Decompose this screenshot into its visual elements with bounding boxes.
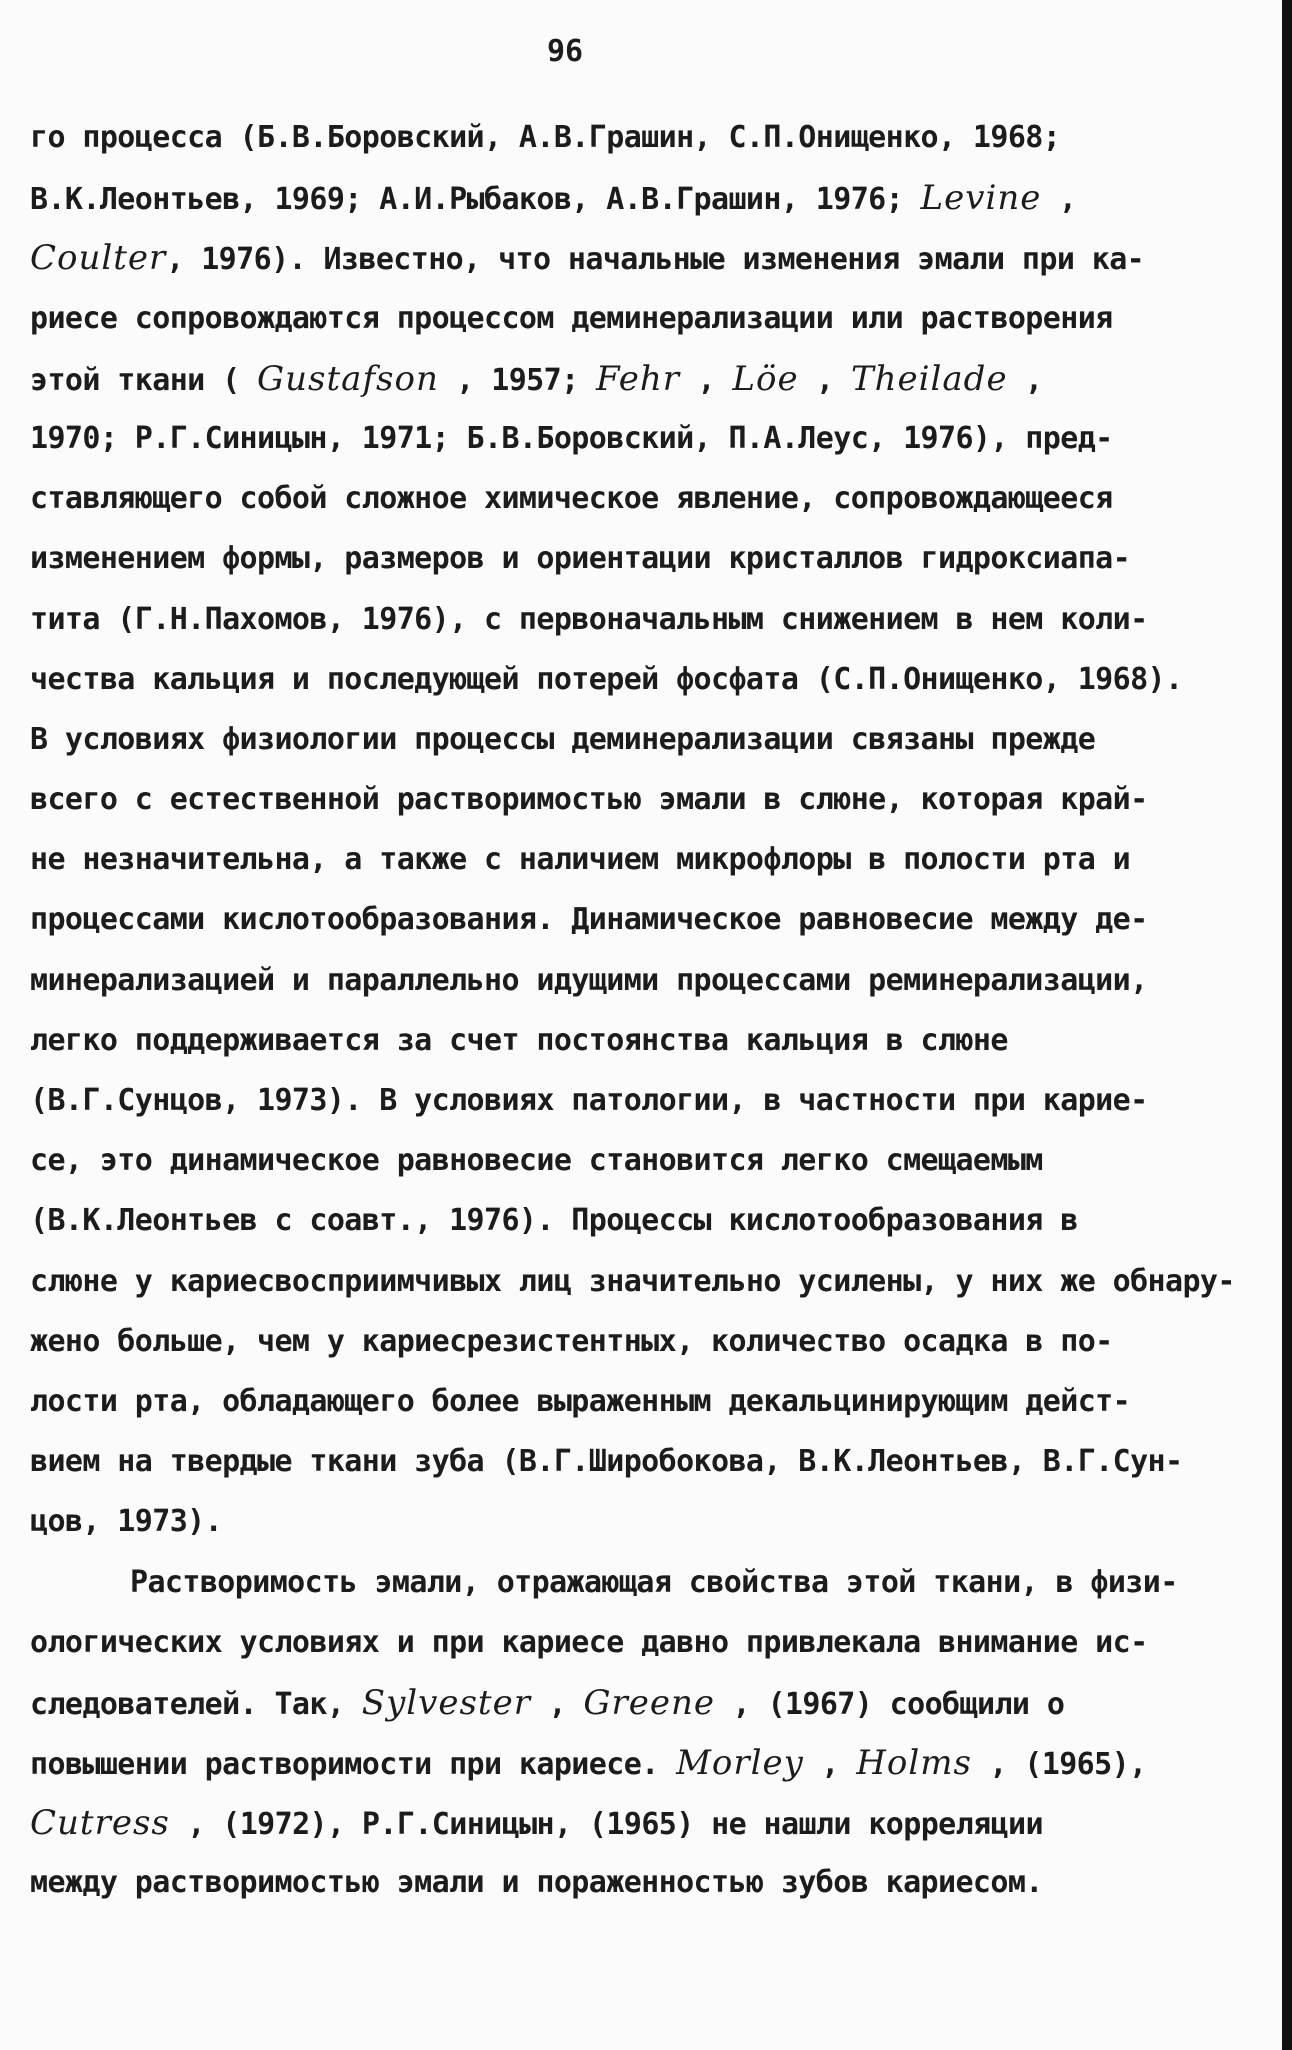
text-line <box>30 409 1240 469</box>
typed-text: (В.К.Леонтьев с соавт., 1976). Процессы кислотообразования в <box>30 1203 1078 1239</box>
typed-text: , <box>680 362 733 398</box>
typed-text: , <box>803 1747 857 1783</box>
text-line <box>30 890 1240 950</box>
text-line <box>30 1131 1240 1191</box>
text-line <box>30 529 1240 589</box>
text-line <box>30 951 1240 1011</box>
text-line <box>30 770 1240 830</box>
handwritten-name: Theilade <box>850 358 1008 399</box>
typed-text: , <box>1041 182 1077 218</box>
typed-text: , 1957; <box>438 362 596 398</box>
handwritten-name: Greene <box>583 1682 716 1723</box>
handwritten-name: Holms <box>856 1743 972 1784</box>
typed-text: ологических условиях и при кариесе давно привлекала внимание ис- <box>30 1624 1148 1660</box>
text-line <box>30 650 1240 710</box>
typed-text: повышении растворимости при кариесе. <box>30 1747 677 1783</box>
text-line <box>30 1793 1240 1853</box>
text-line <box>30 1252 1240 1312</box>
text-line <box>30 1613 1240 1673</box>
page-number: 96 <box>546 34 584 69</box>
text-line <box>30 1432 1240 1492</box>
typed-text: этой ткани ( <box>30 362 257 398</box>
typed-text: , (1965), <box>971 1747 1147 1783</box>
typed-text: всего с естественной растворимостью эмали в слюне, которая край- <box>30 782 1148 818</box>
typed-text: го процесса (Б.В.Боровский, А.В.Грашин, С.П.Онищенко, 1968; <box>30 120 1061 155</box>
typed-text: , (1972), Р.Г.Синицын, (1965) не нашли корреляции <box>169 1807 1043 1843</box>
text-line <box>30 349 1240 409</box>
text-line <box>30 1191 1240 1251</box>
text-line <box>30 1372 1240 1432</box>
handwritten-name: Levine <box>920 178 1042 219</box>
typed-text: ставляющего собой сложное химическое явление, сопровождающееся <box>30 481 1113 517</box>
handwritten-name: Coulter <box>30 238 167 279</box>
typed-text: риесе сопровождаются процессом деминерализации или растворения <box>30 300 1113 336</box>
text-line <box>30 469 1240 529</box>
text-line <box>30 108 1240 168</box>
typed-text: лости рта, обладающего более выраженным декальцинирующим дейст- <box>30 1383 1131 1419</box>
typed-text: процессами кислотообразования. Динамическое равновесие между де- <box>30 902 1148 938</box>
text-line <box>30 1312 1240 1372</box>
typed-text: (В.Г.Сунцов, 1973). В условиях патологии, в частности при карие- <box>30 1083 1148 1118</box>
typed-text: , (1967) сообщили о <box>715 1686 1065 1722</box>
text-line <box>30 1071 1240 1131</box>
typed-text: се, это динамическое равновесие становится легко смещаемым <box>30 1143 1043 1179</box>
handwritten-name: Cutress <box>30 1803 170 1844</box>
text-line <box>30 1492 1240 1552</box>
handwritten-name: Sylvester <box>361 1682 531 1723</box>
handwritten-name: Löe <box>732 358 799 399</box>
text-line <box>30 289 1240 349</box>
typed-text: цов, 1973). <box>30 1504 223 1540</box>
text-line <box>30 1553 1240 1613</box>
typed-text: , 1976). Известно, что начальные изменения эмали при ка- <box>166 242 1145 278</box>
typed-text: тита (Г.Н.Пахомов, 1976), с первоначальным снижением в нем коли- <box>30 601 1148 637</box>
typed-text: Растворимость эмали, отражающая свойства этой ткани, в физи- <box>130 1564 1178 1600</box>
typed-text: жено больше, чем у кариесрезистентных, количество осадка в по- <box>30 1323 1113 1359</box>
typed-text: вием на твердые ткани зуба (В.Г.Широбокова, В.К.Леонтьев, В.Г.Сун- <box>30 1444 1183 1480</box>
handwritten-name: Morley <box>676 1743 804 1784</box>
body-text <box>30 108 1240 1914</box>
text-line <box>30 710 1240 770</box>
text-line <box>30 1673 1240 1733</box>
typed-text: минерализацией и параллельно идущими процессами реминерализации, <box>30 962 1148 998</box>
typed-text: легко поддерживается за счет постоянства кальция в слюне <box>30 1022 1008 1058</box>
typed-text: , <box>798 362 851 398</box>
typed-text: изменением формы, размеров и ориентации кристаллов гидроксиапа- <box>30 541 1131 577</box>
typed-text: В.К.Леонтьев, 1969; А.И.Рыбаков, А.В.Грашин, 1976; <box>30 182 921 218</box>
text-line <box>30 1011 1240 1071</box>
typed-text: не незначительна, а также с наличием микрофлоры в полости рта и <box>30 842 1131 878</box>
text-line <box>30 1733 1240 1793</box>
typed-text: , <box>1007 362 1043 398</box>
text-line <box>30 228 1240 288</box>
typed-text: слюне у кариесвосприимчивых лиц значительно усилены, у них же обнару- <box>30 1263 1235 1299</box>
handwritten-name: Gustafson <box>257 358 439 399</box>
typed-text: чества кальция и последующей потерей фосфата (С.П.Онищенко, 1968). <box>30 661 1183 697</box>
text-line <box>30 168 1240 228</box>
typed-text: 1970; Р.Г.Синицын, 1971; Б.В.Боровский, П.А.Леус, 1976), пред- <box>30 420 1113 456</box>
text-line <box>30 590 1240 650</box>
text-line <box>30 830 1240 890</box>
typed-text: В условиях физиологии процессы деминерализации связаны прежде <box>30 721 1096 757</box>
typed-text: , <box>530 1686 584 1722</box>
text-line <box>30 1853 1240 1913</box>
typed-text: между растворимостью эмали и пораженностью зубов кариесом. <box>30 1865 1043 1901</box>
handwritten-name: Fehr <box>596 358 681 399</box>
scan-edge <box>1282 0 1292 2050</box>
typed-text: следователей. Так, <box>30 1686 362 1722</box>
